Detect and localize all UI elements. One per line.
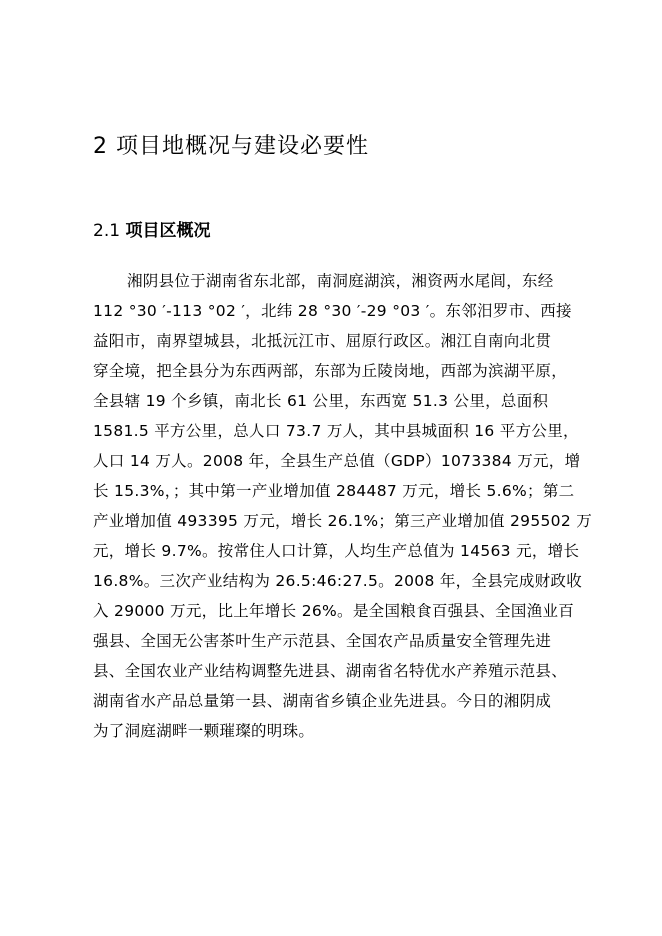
- paragraph-line: 长 15.3%，；其中第一产业增加值 284487 万元，增长 5.6%；第二: [93, 482, 575, 500]
- paragraph-line: 县、全国农业产业结构调整先进县、湖南省名特优水产养殖示范县、: [93, 662, 568, 680]
- paragraph-line: 入 29000 万元，比上年增长 26%。是全国粮食百强县、全国渔业百: [93, 602, 575, 620]
- paragraph-line: 全县辖 19 个乡镇，南北长 61 公里，东西宽 51.3 公里，总面积: [93, 392, 549, 410]
- paragraph-line: 元，增长 9.7%。按常住人口计算，人均生产总值为 14563 元，增长: [93, 542, 580, 560]
- chapter-title: 2 项目地概况与建设必要性: [93, 134, 369, 159]
- section-heading: [93, 218, 210, 244]
- paragraph-line: 16.8%。三次产业结构为 26.5:46:27.5。2008 年，全县完成财政收: [93, 572, 583, 590]
- body-paragraph: [93, 266, 593, 746]
- section-name: 项目区概况: [125, 221, 211, 241]
- paragraph-line: 为了洞庭湖畔一颗璀璨的明珠。: [93, 722, 315, 740]
- paragraph-line: 穿全境，把全县分为东西两部，东部为丘陵岗地，西部为滨湖平原，: [93, 362, 568, 380]
- paragraph-line: 强县、全国无公害茶叶生产示范县、全国农产品质量安全管理先进: [93, 632, 552, 650]
- paragraph-line: 人口 14 万人。2008 年，全县生产总值（GDP）1073384 万元，增: [93, 452, 581, 470]
- paragraph-line: 112 °30 ′-113 °02 ′，北纬 28 °30 ′-29 °03 ′。东邻汨罗市、西接: [93, 302, 572, 320]
- paragraph-line: 益阳市，南界望城县，北抵沅江市、屈原行政区。湘江自南向北贯: [93, 332, 552, 350]
- paragraph-line: 产业增加值 493395 万元，增长 26.1%；第三产业增加值 295502 万: [93, 512, 593, 530]
- section-number: 2.1: [93, 221, 121, 241]
- paragraph-line: 湘阴县位于湖南省东北部，南洞庭湖滨，湘资两水尾闾，东经: [127, 272, 554, 290]
- paragraph-line: 1581.5 平方公里，总人口 73.7 万人，其中县城面积 16 平方公里，: [93, 422, 579, 440]
- paragraph-line: 湖南省水产品总量第一县、湖南省乡镇企业先进县。今日的湘阴成: [93, 692, 552, 710]
